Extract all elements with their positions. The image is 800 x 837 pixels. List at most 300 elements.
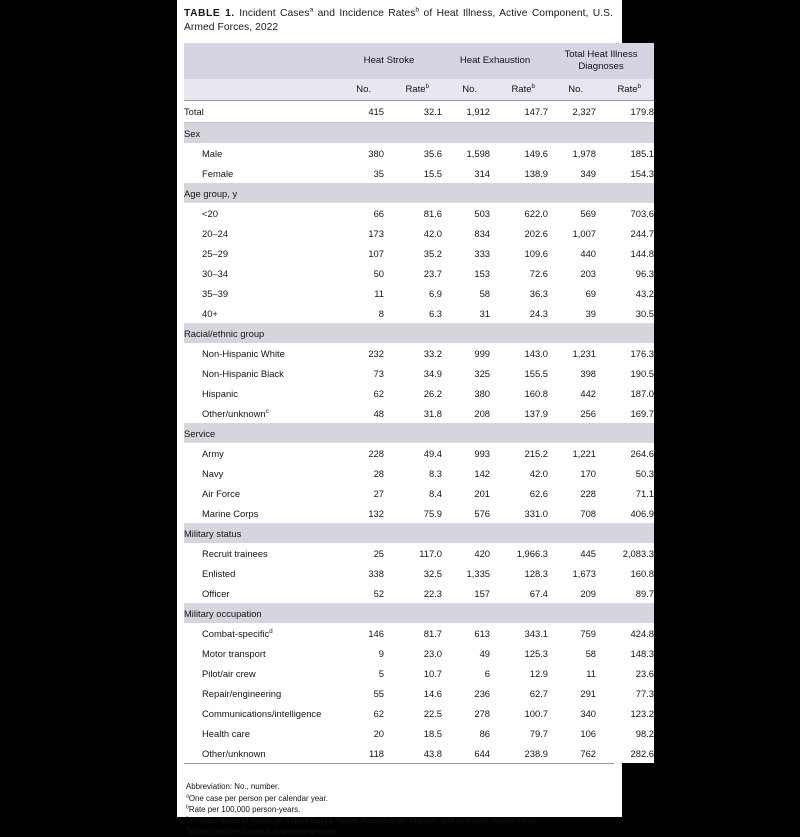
- header-group-total-heat-illness: Total Heat Illness Diagnoses: [548, 43, 654, 79]
- row-label: [184, 101, 336, 123]
- row-label-text: Female: [202, 167, 234, 179]
- cell-total-no: 440: [548, 243, 596, 263]
- cell-exhaustion-rate: 67.4: [490, 583, 548, 603]
- table-body: [184, 101, 654, 764]
- cell-exhaustion-rate: 137.9: [490, 403, 548, 423]
- cell-total-no: 442: [548, 383, 596, 403]
- cell-stroke-no: 132: [336, 503, 384, 523]
- row-label: [184, 263, 336, 283]
- cell-stroke-rate: 23.7: [384, 263, 442, 283]
- table-row: [184, 483, 654, 503]
- table-row: [184, 203, 654, 223]
- row-label: [184, 683, 336, 703]
- cell-stroke-no: 11: [336, 283, 384, 303]
- cell-stroke-no: 55: [336, 683, 384, 703]
- row-label: [184, 503, 336, 523]
- cell-total-rate: 123.2: [596, 703, 654, 723]
- cell-stroke-no: 73: [336, 363, 384, 383]
- cell-stroke-no: 8: [336, 303, 384, 323]
- cell-exhaustion-rate: 238.9: [490, 743, 548, 763]
- cell-exhaustion-no: 1,912: [442, 101, 490, 123]
- cell-total-no: 2,327: [548, 101, 596, 123]
- table-row: [184, 563, 654, 583]
- cell-stroke-rate: 26.2: [384, 383, 442, 403]
- cell-stroke-no: 66: [336, 203, 384, 223]
- cell-exhaustion-rate: 100.7: [490, 703, 548, 723]
- title-text-1: Incident Cases: [234, 8, 310, 19]
- cell-stroke-no: 35: [336, 163, 384, 183]
- cell-stroke-no: 338: [336, 563, 384, 583]
- subheader-stroke-rate: [384, 79, 442, 101]
- table-row: [184, 623, 654, 643]
- subheader-total-no: No.: [548, 79, 596, 101]
- section-label: Racial/ethnic group: [184, 323, 654, 343]
- cell-exhaustion-rate: 62.6: [490, 483, 548, 503]
- cell-stroke-rate: 6.9: [384, 283, 442, 303]
- row-label-text: 40+: [202, 307, 218, 319]
- footnote: [186, 826, 614, 837]
- title-footnote-marker-a: a: [309, 6, 314, 14]
- cell-stroke-no: 146: [336, 623, 384, 643]
- cell-stroke-rate: 22.3: [384, 583, 442, 603]
- row-footnote-marker: c: [265, 407, 269, 415]
- cell-total-no: 170: [548, 463, 596, 483]
- cell-total-no: 445: [548, 543, 596, 563]
- subheader-stroke-rate-marker: b: [425, 83, 430, 91]
- cell-total-rate: 154.3: [596, 163, 654, 183]
- table-row: [184, 243, 654, 263]
- row-label-text: Pilot/air crew: [202, 667, 256, 679]
- cell-total-rate: 244.7: [596, 223, 654, 243]
- cell-stroke-no: 173: [336, 223, 384, 243]
- cell-stroke-no: 50: [336, 263, 384, 283]
- cell-stroke-no: 107: [336, 243, 384, 263]
- cell-exhaustion-no: 49: [442, 643, 490, 663]
- cell-total-rate: 77.3: [596, 683, 654, 703]
- cell-total-rate: 282.6: [596, 743, 654, 763]
- section-label: Sex: [184, 123, 654, 144]
- footnote-marker: c: [186, 815, 189, 822]
- cell-total-no: 1,978: [548, 143, 596, 163]
- cell-exhaustion-no: 325: [442, 363, 490, 383]
- table-section-row: [184, 123, 654, 144]
- cell-exhaustion-rate: 202.6: [490, 223, 548, 243]
- table-row: [184, 163, 654, 183]
- cell-exhaustion-rate: 160.8: [490, 383, 548, 403]
- cell-total-rate: 71.1: [596, 483, 654, 503]
- cell-total-no: 1,007: [548, 223, 596, 243]
- cell-exhaustion-no: 86: [442, 723, 490, 743]
- cell-exhaustion-no: 644: [442, 743, 490, 763]
- cell-exhaustion-no: 420: [442, 543, 490, 563]
- cell-exhaustion-rate: 12.9: [490, 663, 548, 683]
- cell-total-rate: 144.8: [596, 243, 654, 263]
- cell-total-rate: 30.5: [596, 303, 654, 323]
- cell-stroke-no: 9: [336, 643, 384, 663]
- cell-total-no: 569: [548, 203, 596, 223]
- table-row: [184, 723, 654, 743]
- cell-exhaustion-no: 153: [442, 263, 490, 283]
- row-footnote-marker: d: [269, 627, 273, 635]
- row-label-text: Navy: [202, 467, 224, 479]
- cell-total-rate: 2,083.3: [596, 543, 654, 563]
- cell-exhaustion-no: 576: [442, 503, 490, 523]
- cell-stroke-rate: 15.5: [384, 163, 442, 183]
- row-label: [184, 343, 336, 363]
- cell-total-rate: 176.3: [596, 343, 654, 363]
- subheader-exhaustion-rate: [490, 79, 548, 101]
- cell-stroke-no: 228: [336, 443, 384, 463]
- cell-total-rate: 179.8: [596, 101, 654, 123]
- footnote-text: Rate per 100,000 person-years.: [188, 804, 301, 814]
- cell-stroke-rate: 35.6: [384, 143, 442, 163]
- cell-stroke-rate: 43.8: [384, 743, 442, 763]
- cell-stroke-rate: 34.9: [384, 363, 442, 383]
- row-label: [184, 443, 336, 463]
- table-row: [184, 543, 654, 563]
- cell-stroke-rate: 75.9: [384, 503, 442, 523]
- table-row: [184, 463, 654, 483]
- row-label: [184, 143, 336, 163]
- cell-total-no: 209: [548, 583, 596, 603]
- cell-stroke-no: 415: [336, 101, 384, 123]
- table-number: TABLE 1.: [184, 8, 235, 19]
- cell-total-no: 398: [548, 363, 596, 383]
- footnote-text: Abbreviation: No., number.: [186, 782, 280, 792]
- section-label: Age group, y: [184, 183, 654, 203]
- cell-exhaustion-no: 208: [442, 403, 490, 423]
- table-row: [184, 143, 654, 163]
- cell-exhaustion-rate: 622.0: [490, 203, 548, 223]
- footnote: [186, 781, 614, 792]
- cell-total-rate: 148.3: [596, 643, 654, 663]
- header-label-blank: [184, 43, 336, 79]
- cell-total-rate: 43.2: [596, 283, 654, 303]
- cell-total-no: 708: [548, 503, 596, 523]
- row-label: [184, 163, 336, 183]
- row-label-text: Air Force: [202, 487, 241, 499]
- table-row: [184, 443, 654, 463]
- cell-exhaustion-no: 236: [442, 683, 490, 703]
- row-label: [184, 243, 336, 263]
- cell-exhaustion-no: 380: [442, 383, 490, 403]
- row-label: [184, 303, 336, 323]
- row-label-text: Hispanic: [202, 387, 238, 399]
- table-title: [184, 7, 613, 35]
- section-label: Military occupation: [184, 603, 654, 623]
- cell-total-no: 340: [548, 703, 596, 723]
- cell-exhaustion-rate: 24.3: [490, 303, 548, 323]
- table-section-row: [184, 603, 654, 623]
- table-header: [184, 43, 654, 101]
- cell-stroke-rate: 42.0: [384, 223, 442, 243]
- cell-total-no: 291: [548, 683, 596, 703]
- cell-exhaustion-no: 157: [442, 583, 490, 603]
- cell-stroke-rate: 32.1: [384, 101, 442, 123]
- cell-exhaustion-rate: 42.0: [490, 463, 548, 483]
- row-label-text: <20: [202, 207, 218, 219]
- table-row: [184, 383, 654, 403]
- subheader-total-rate: [596, 79, 654, 101]
- cell-total-no: 349: [548, 163, 596, 183]
- header-group-row: [184, 43, 654, 79]
- cell-stroke-rate: 33.2: [384, 343, 442, 363]
- cell-total-no: 1,221: [548, 443, 596, 463]
- cell-exhaustion-rate: 109.6: [490, 243, 548, 263]
- cell-exhaustion-no: 999: [442, 343, 490, 363]
- table-row: [184, 223, 654, 243]
- table-row: [184, 703, 654, 723]
- cell-total-rate: 96.3: [596, 263, 654, 283]
- cell-stroke-no: 118: [336, 743, 384, 763]
- cell-total-rate: 185.1: [596, 143, 654, 163]
- cell-stroke-no: 27: [336, 483, 384, 503]
- subheader-stroke-rate-text: Rate: [405, 84, 426, 96]
- cell-exhaustion-no: 503: [442, 203, 490, 223]
- row-label-text: Male: [202, 147, 223, 159]
- cell-total-no: 106: [548, 723, 596, 743]
- table-row: [184, 403, 654, 423]
- cell-stroke-no: 28: [336, 463, 384, 483]
- cell-exhaustion-rate: 149.6: [490, 143, 548, 163]
- row-label-text: Repair/engineering: [202, 687, 282, 699]
- cell-stroke-rate: 10.7: [384, 663, 442, 683]
- cell-stroke-no: 20: [336, 723, 384, 743]
- cell-total-no: 69: [548, 283, 596, 303]
- footnote-marker: a: [186, 792, 189, 799]
- cell-exhaustion-rate: 79.7: [490, 723, 548, 743]
- table-row: [184, 683, 654, 703]
- cell-stroke-no: 62: [336, 383, 384, 403]
- cell-exhaustion-rate: 36.3: [490, 283, 548, 303]
- table-section-row: [184, 183, 654, 203]
- subheader-total-rate-text: Rate: [617, 84, 638, 96]
- cell-total-no: 58: [548, 643, 596, 663]
- cell-total-rate: 406.9: [596, 503, 654, 523]
- row-label: [184, 703, 336, 723]
- row-label: [184, 403, 336, 423]
- table-footnotes: [186, 781, 614, 837]
- cell-total-rate: 169.7: [596, 403, 654, 423]
- row-label: [184, 483, 336, 503]
- table-row: [184, 343, 654, 363]
- cell-stroke-rate: 35.2: [384, 243, 442, 263]
- cell-stroke-rate: 8.3: [384, 463, 442, 483]
- table-row: [184, 743, 654, 763]
- cell-total-no: 228: [548, 483, 596, 503]
- footnote-marker: d: [186, 826, 189, 833]
- row-label: [184, 623, 336, 643]
- cell-stroke-no: 25: [336, 543, 384, 563]
- subheader-stroke-no: No.: [336, 79, 384, 101]
- row-label: [184, 383, 336, 403]
- header-sub-row: [184, 79, 654, 101]
- subheader-exhaustion-rate-marker: b: [531, 83, 536, 91]
- row-label-text: 25–29: [202, 247, 229, 259]
- subheader-total-rate-marker: b: [637, 83, 642, 91]
- cell-total-rate: 50.3: [596, 463, 654, 483]
- cell-exhaustion-no: 834: [442, 223, 490, 243]
- cell-stroke-rate: 31.8: [384, 403, 442, 423]
- heat-illness-table: [184, 43, 654, 763]
- title-text-2: and Incidence Rates: [313, 8, 416, 19]
- row-label: [184, 463, 336, 483]
- cell-total-no: 762: [548, 743, 596, 763]
- footnote: [186, 793, 614, 804]
- cell-total-rate: 703.6: [596, 203, 654, 223]
- cell-total-rate: 424.8: [596, 623, 654, 643]
- table-section-row: [184, 523, 654, 543]
- row-label-text: 30–34: [202, 267, 229, 279]
- row-label-text: Combat-specific: [202, 627, 270, 639]
- cell-exhaustion-no: 333: [442, 243, 490, 263]
- cell-stroke-rate: 81.7: [384, 623, 442, 643]
- cell-total-no: 1,231: [548, 343, 596, 363]
- header-group-heat-exhaustion: Heat Exhaustion: [442, 43, 548, 79]
- footnote-text: Infantry/artillery/combat engineering/armor.: [188, 827, 339, 837]
- cell-total-rate: 190.5: [596, 363, 654, 383]
- footnote-text: Includes those of American Indian/Alaska Native, Asian/Pacific Islander, and unknown race/ethnicity.: [188, 816, 539, 826]
- cell-total-rate: 89.7: [596, 583, 654, 603]
- cell-exhaustion-no: 6: [442, 663, 490, 683]
- row-label-text: Total: [184, 106, 204, 118]
- subheader-label-blank: [184, 79, 336, 101]
- cell-stroke-rate: 14.6: [384, 683, 442, 703]
- cell-total-rate: 98.2: [596, 723, 654, 743]
- cell-stroke-no: 232: [336, 343, 384, 363]
- table-row: [184, 283, 654, 303]
- subheader-exhaustion-no: No.: [442, 79, 490, 101]
- cell-exhaustion-rate: 72.6: [490, 263, 548, 283]
- table-row: [184, 503, 654, 523]
- row-label-text: Recruit trainees: [202, 547, 268, 559]
- row-label: [184, 283, 336, 303]
- subheader-exhaustion-rate-text: Rate: [511, 84, 532, 96]
- row-label-text: 20–24: [202, 227, 229, 239]
- cell-exhaustion-no: 201: [442, 483, 490, 503]
- cell-total-rate: 187.0: [596, 383, 654, 403]
- cell-exhaustion-rate: 138.9: [490, 163, 548, 183]
- table-page: [177, 0, 655, 837]
- cell-exhaustion-no: 1,598: [442, 143, 490, 163]
- cell-exhaustion-no: 142: [442, 463, 490, 483]
- cell-total-no: 11: [548, 663, 596, 683]
- cell-exhaustion-no: 314: [442, 163, 490, 183]
- cell-exhaustion-rate: 1,966.3: [490, 543, 548, 563]
- row-label: [184, 363, 336, 383]
- cell-exhaustion-rate: 155.5: [490, 363, 548, 383]
- title-footnote-marker-b: b: [415, 6, 420, 14]
- footnote: [186, 804, 614, 815]
- cell-total-rate: 23.6: [596, 663, 654, 683]
- cell-stroke-rate: 32.5: [384, 563, 442, 583]
- cell-exhaustion-rate: 343.1: [490, 623, 548, 643]
- section-label: Service: [184, 423, 654, 443]
- cell-total-no: 256: [548, 403, 596, 423]
- cell-exhaustion-rate: 125.3: [490, 643, 548, 663]
- row-label-text: Army: [202, 447, 224, 459]
- row-label: [184, 203, 336, 223]
- row-label: [184, 663, 336, 683]
- row-label: [184, 563, 336, 583]
- cell-stroke-rate: 81.6: [384, 203, 442, 223]
- cell-stroke-rate: 117.0: [384, 543, 442, 563]
- cell-stroke-no: 380: [336, 143, 384, 163]
- row-label: [184, 643, 336, 663]
- cell-exhaustion-no: 31: [442, 303, 490, 323]
- cell-exhaustion-no: 613: [442, 623, 490, 643]
- table-section-row: [184, 423, 654, 443]
- cell-stroke-no: 62: [336, 703, 384, 723]
- row-label-text: Other/unknown: [202, 747, 266, 759]
- cell-total-no: 1,673: [548, 563, 596, 583]
- row-label-text: Marine Corps: [202, 507, 259, 519]
- row-label: [184, 743, 336, 763]
- cell-exhaustion-no: 278: [442, 703, 490, 723]
- cell-stroke-no: 52: [336, 583, 384, 603]
- row-label-text: Non-Hispanic White: [202, 347, 285, 359]
- row-label-text: Non-Hispanic Black: [202, 367, 284, 379]
- cell-total-no: 39: [548, 303, 596, 323]
- cell-exhaustion-rate: 128.3: [490, 563, 548, 583]
- footnote-text: One case per person per calendar year.: [188, 793, 328, 803]
- cell-exhaustion-no: 1,335: [442, 563, 490, 583]
- row-label: [184, 583, 336, 603]
- cell-exhaustion-rate: 215.2: [490, 443, 548, 463]
- title-text-3: of Heat Illness, Active Component, U.S. Armed Forces, 2022: [184, 8, 613, 34]
- cell-exhaustion-no: 993: [442, 443, 490, 463]
- section-label: Military status: [184, 523, 654, 543]
- cell-exhaustion-rate: 143.0: [490, 343, 548, 363]
- cell-stroke-rate: 6.3: [384, 303, 442, 323]
- row-label: [184, 223, 336, 243]
- row-label-text: Communications/intelligence: [202, 707, 322, 719]
- cell-total-rate: 264.6: [596, 443, 654, 463]
- cell-exhaustion-rate: 147.7: [490, 101, 548, 123]
- row-label-text: 35–39: [202, 287, 229, 299]
- table-row: [184, 101, 654, 123]
- row-label: [184, 723, 336, 743]
- table-row: [184, 663, 654, 683]
- cell-total-no: 203: [548, 263, 596, 283]
- row-label-text: Other/unknown: [202, 407, 266, 419]
- cell-stroke-no: 5: [336, 663, 384, 683]
- row-label-text: Officer: [202, 587, 230, 599]
- cell-stroke-no: 48: [336, 403, 384, 423]
- table-row: [184, 583, 654, 603]
- cell-stroke-rate: 8.4: [384, 483, 442, 503]
- row-label-text: Enlisted: [202, 567, 236, 579]
- table-row: [184, 363, 654, 383]
- cell-exhaustion-rate: 62.7: [490, 683, 548, 703]
- cell-total-rate: 160.8: [596, 563, 654, 583]
- table-row: [184, 263, 654, 283]
- cell-exhaustion-no: 58: [442, 283, 490, 303]
- cell-stroke-rate: 49.4: [384, 443, 442, 463]
- header-group-heat-stroke: Heat Stroke: [336, 43, 442, 79]
- row-label-text: Motor transport: [202, 647, 266, 659]
- row-label: [184, 543, 336, 563]
- table-bottom-rule: [184, 763, 614, 764]
- footnote-marker: b: [186, 804, 189, 811]
- cell-stroke-rate: 23.0: [384, 643, 442, 663]
- table-row: [184, 303, 654, 323]
- cell-total-no: 759: [548, 623, 596, 643]
- cell-exhaustion-rate: 331.0: [490, 503, 548, 523]
- table-row: [184, 643, 654, 663]
- table-section-row: [184, 323, 654, 343]
- row-label-text: Health care: [202, 727, 250, 739]
